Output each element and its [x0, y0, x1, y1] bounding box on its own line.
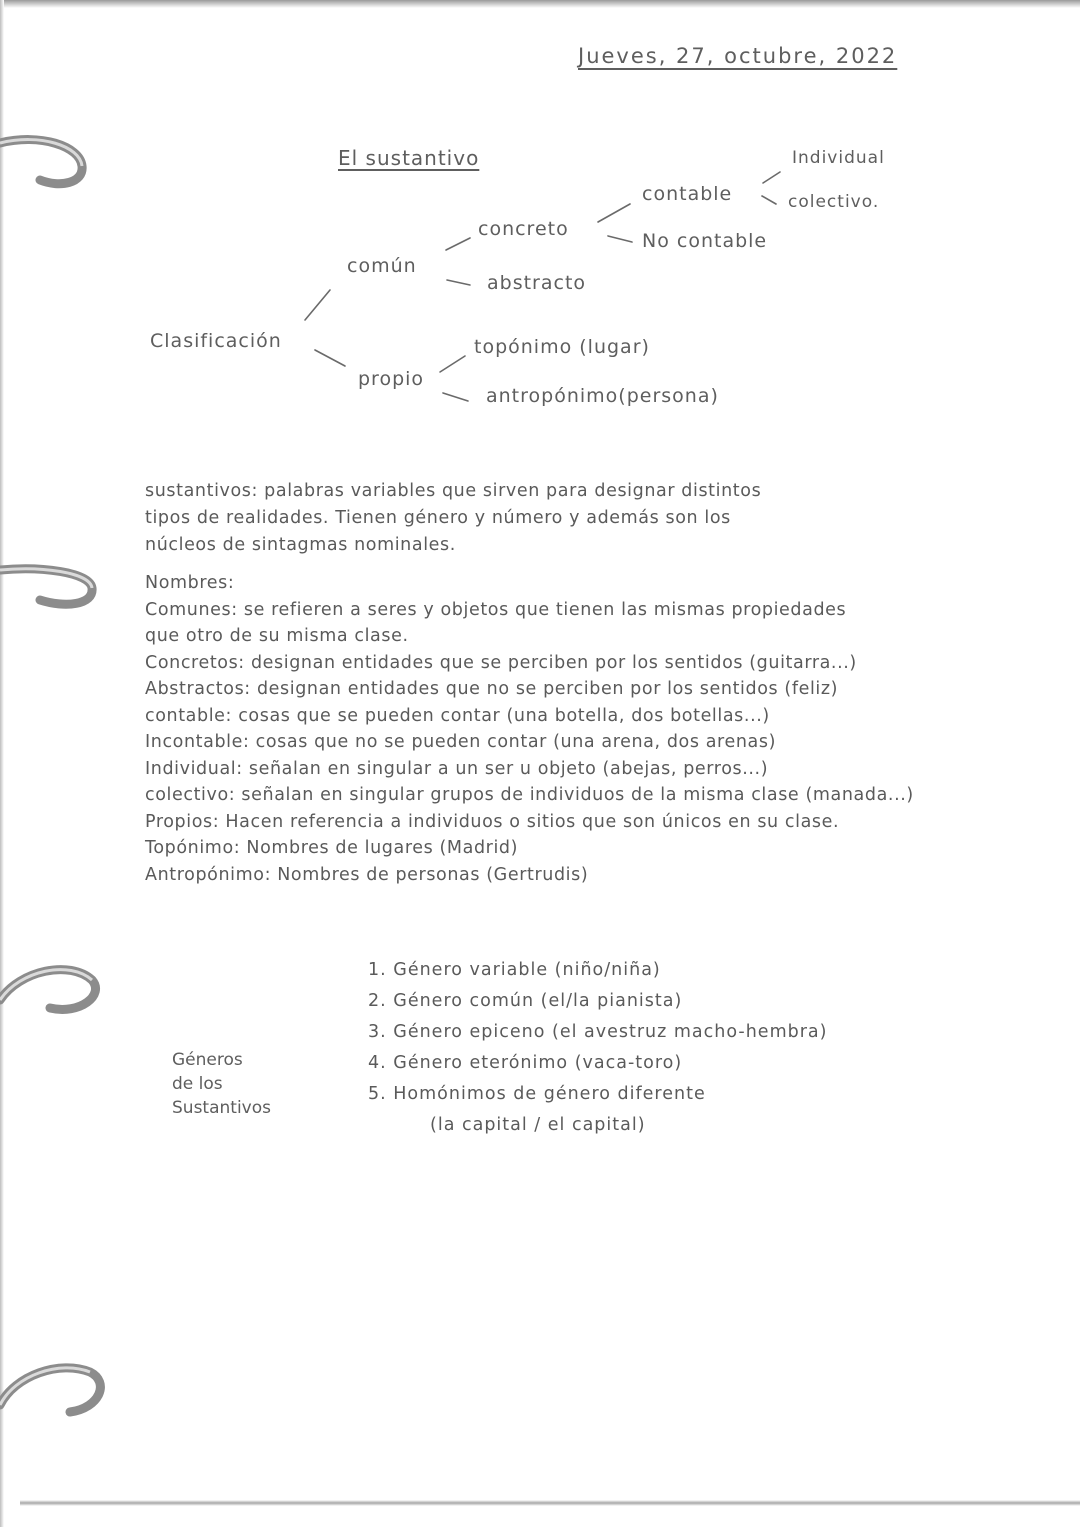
- diagram-node-toponimo: topónimo (lugar): [474, 336, 650, 358]
- paragraph-line: núcleos de sintagmas nominales.: [145, 535, 456, 555]
- diagram-node-abstracto: abstracto: [487, 272, 587, 294]
- date: Jueves, 27, octubre, 2022: [578, 44, 898, 68]
- definition-line: Incontable: cosas que no se pueden contar (una arena, dos arenas): [145, 732, 776, 752]
- generos-item: 3. Género epiceno (el avestruz macho-hembra): [368, 1022, 828, 1042]
- definition-line: Propios: Hacen referencia a individuos o sitios que son únicos en su clase.: [145, 811, 840, 832]
- generos-item: 4. Género eterónimo (vaca-toro): [368, 1053, 683, 1073]
- generos-item: 1. Género variable (niño/niña): [368, 960, 661, 980]
- diagram-node-contable: contable: [642, 183, 733, 205]
- generos-label-line: Sustantivos: [172, 1098, 271, 1118]
- binder-ring-icon: [0, 960, 110, 1030]
- generos-list: [368, 955, 827, 1141]
- definition-line: Topónimo: Nombres de lugares (Madrid): [145, 838, 519, 858]
- definition-line: Concretos: designan entidades que se perciben por los sentidos (guitarra...): [145, 652, 857, 673]
- diagram-node-colectivo: colectivo.: [788, 192, 880, 212]
- definition-line: Nombres:: [145, 573, 235, 593]
- generos-label-line: Géneros: [172, 1050, 243, 1070]
- diagram-node-individual: Individual: [792, 148, 885, 168]
- paragraph-line: tipos de realidades. Tienen género y número y además son los: [145, 508, 731, 528]
- generos-item: 5. Homónimos de género diferente: [368, 1084, 706, 1104]
- sustantivos-definition: [145, 478, 761, 559]
- paragraph-line: sustantivos: palabras variables que sirven para designar distintos: [145, 481, 762, 501]
- diagram-node-antroponimo: antropónimo(persona): [486, 385, 719, 407]
- binder-ring-icon: [0, 1360, 110, 1440]
- generos-item: 2. Género común (el/la pianista): [368, 991, 683, 1011]
- definition-line: colectivo: señalan en singular grupos de individuos de la misma clase (manada...): [145, 785, 914, 805]
- definition-line: Abstractos: designan entidades que no se perciben por los sentidos (feliz): [145, 679, 839, 699]
- definition-line: Comunes: se refieren a seres y objetos que tienen las mismas propiedades: [145, 599, 847, 620]
- generos-label-line: de los: [172, 1074, 223, 1094]
- definition-line: Individual: señalan en singular a un ser u objeto (abejas, perros...): [145, 758, 769, 779]
- page-bottom-edge: [20, 1500, 1080, 1506]
- definition-line: contable: cosas que se pueden contar (una botella, dos botellas...): [145, 705, 770, 726]
- diagram-node-propio: propio: [358, 368, 425, 390]
- diagram-node-comun: común: [347, 255, 417, 277]
- generos-item: (la capital / el capital): [430, 1115, 646, 1135]
- definition-line: Antropónimo: Nombres de personas (Gertrudis): [145, 864, 589, 885]
- generos-label: [172, 1048, 271, 1120]
- page-title: El sustantivo: [338, 146, 480, 170]
- binder-ring-icon: [0, 560, 110, 620]
- definition-line: que otro de su misma clase.: [145, 626, 409, 646]
- diagram-node-concreto: concreto: [478, 218, 569, 240]
- nombres-definitions: [145, 570, 914, 888]
- diagram-node-clasificacion: Clasificación: [150, 330, 282, 352]
- diagram-node-no-contable: No contable: [642, 230, 768, 252]
